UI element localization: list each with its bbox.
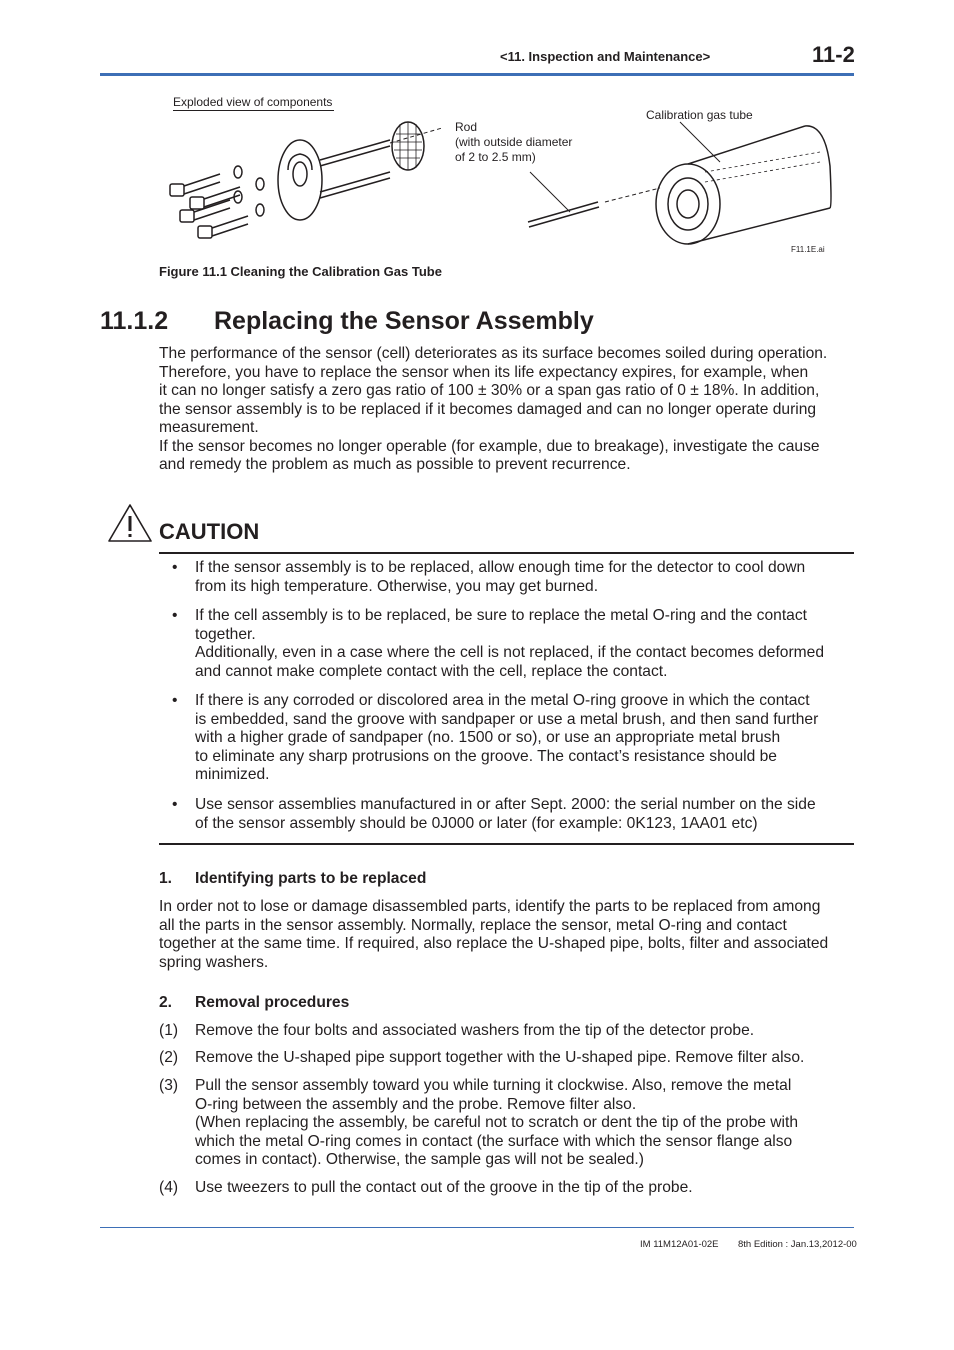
section-title: [100, 307, 594, 336]
removal-heading: Removal procedures: [195, 994, 350, 1011]
figure-caption: Figure 11.1 Cleaning the Calibration Gas Tube: [159, 264, 442, 279]
footer-doc-id: IM 11M12A01-02E: [640, 1239, 719, 1250]
exploded-view-drawing: [160, 112, 850, 252]
figure-file-id: F11.1E.ai: [791, 245, 825, 254]
calibration-tube-icon: [656, 122, 831, 244]
footer-rule: [100, 1227, 854, 1228]
warning-triangle-icon: [106, 502, 154, 544]
intro-paragraph: The performance of the sensor (cell) deteriorates as its surface becomes soiled during operation. Therefore, you have to replace the sensor when its life expectancy expires, for example, when it can no longer satisfy a zero gas ratio of 100 ± 30% or a span gas ratio of 0 ± 18%. In addition, the sensor assembly is to be replaced if it becomes damaged and can no longer operate during measurement. If the sensor becomes no longer operable (for example, due to breakage), investigate the cause and remedy the problem as much as possible to prevent recurrence.: [159, 345, 828, 473]
footer-edition: 8th Edition : Jan.13,2012-00: [738, 1239, 857, 1250]
removal-heading-number: 2.: [159, 994, 173, 1011]
caution-title: CAUTION: [159, 519, 260, 544]
identify-heading: Identifying parts to be replaced: [195, 870, 427, 887]
running-header: <11. Inspection and Maintenance>: [500, 49, 711, 64]
caution-bottom-rule: [159, 843, 854, 845]
rod-icon: [528, 172, 599, 227]
caution-top-rule: [159, 552, 854, 554]
page-number: 11-2: [812, 42, 855, 67]
header-rule: [100, 73, 854, 76]
calibration-tube-label: Calibration gas tube: [646, 108, 753, 122]
flange-icon: [278, 140, 322, 220]
identify-heading-number: 1.: [159, 870, 173, 887]
washer-icon: [234, 166, 264, 216]
section-number: 11.1.2: [100, 307, 169, 335]
exploded-view-label: Exploded view of components: [173, 95, 333, 109]
rod-label: Rod (with outside diameter of 2 to 2.5 mm): [455, 120, 573, 164]
identify-paragraph: In order not to lose or damage disassembled parts, identify the parts to be replaced from among all the parts in the sensor assembly. Normally, replace the sensor, metal O-ring and contact together at the same time. If required, also replace the U-shaped pipe, bolts, filter and associated spring washers.: [159, 898, 829, 971]
bolt-icon: [170, 174, 248, 238]
section-heading: Replacing the Sensor Assembly: [214, 307, 594, 335]
